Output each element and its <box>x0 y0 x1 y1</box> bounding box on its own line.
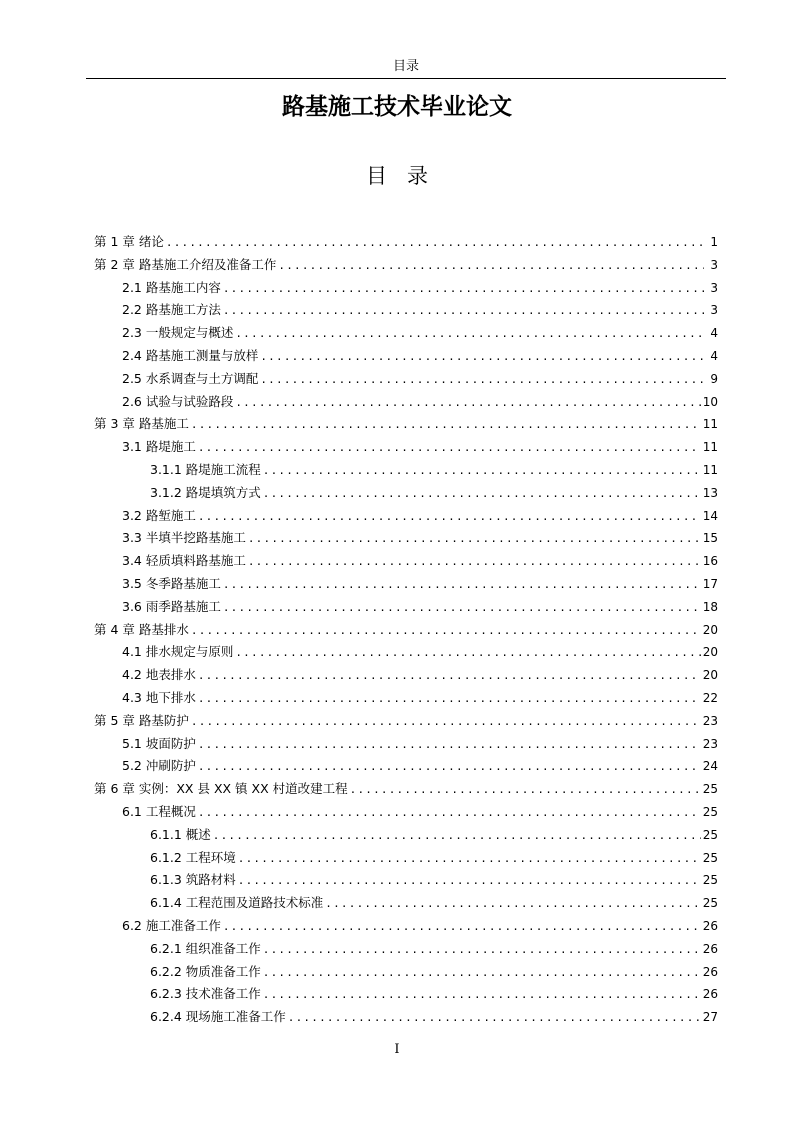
toc-entry-label: 3.5 冬季路基施工 <box>122 575 221 591</box>
toc-entry-page: 25 <box>702 804 718 819</box>
toc-entry-label: 4.3 地下排水 <box>122 689 196 705</box>
toc-entry-label: 6.1.3 筑路材料 <box>150 872 236 888</box>
toc-entry[interactable] <box>94 459 718 482</box>
toc-entry[interactable] <box>94 687 718 710</box>
toc-entry-page: 26 <box>702 964 718 979</box>
toc-entry[interactable] <box>94 482 718 505</box>
toc-entry-label: 2.6 试验与试验路段 <box>122 393 234 409</box>
toc-entry[interactable] <box>94 847 718 870</box>
page-number: I <box>394 1042 400 1057</box>
toc-dot-leader <box>263 984 701 1007</box>
toc-entry-label: 第 2 章 路基施工介绍及准备工作 <box>94 256 277 272</box>
toc-entry[interactable] <box>94 345 718 368</box>
toc-entry[interactable] <box>94 983 718 1006</box>
toc-dot-leader <box>238 870 701 893</box>
toc-dot-leader <box>198 437 701 460</box>
toc-entry-label: 6.1.4 工程范围及道路技术标准 <box>150 895 324 911</box>
toc-entry-label: 2.2 路基施工方法 <box>122 302 221 318</box>
toc-entry[interactable] <box>94 869 718 892</box>
toc-entry-page: 16 <box>702 554 718 569</box>
toc-entry-label: 6.1 工程概况 <box>122 803 196 819</box>
toc-entry-page: 1 <box>710 235 718 249</box>
toc-entry-page: 4 <box>710 326 718 341</box>
toc-dot-leader <box>278 255 704 278</box>
toc-entry-label: 6.1.2 工程环境 <box>150 849 236 865</box>
toc-entry-label: 3.4 轻质填料路基施工 <box>122 553 246 569</box>
toc-entry[interactable] <box>94 550 718 573</box>
toc-entry[interactable] <box>94 938 718 961</box>
toc-entry-label: 2.4 路基施工测量与放样 <box>122 347 259 363</box>
toc-entry[interactable] <box>94 892 718 915</box>
toc-entry-label: 4.1 排水规定与原则 <box>122 644 234 660</box>
toc-entry-label: 6.2.3 技术准备工作 <box>150 986 261 1002</box>
toc-dot-leader <box>213 825 701 848</box>
toc-entry-label: 3.6 雨季路基施工 <box>122 598 221 614</box>
toc-entry[interactable] <box>94 368 718 391</box>
toc-entry-page: 25 <box>702 850 718 865</box>
toc-dot-leader <box>263 460 701 483</box>
toc-entry-label: 6.2.2 物质准备工作 <box>150 963 261 979</box>
toc-dot-leader <box>263 962 701 985</box>
toc-entry-page: 15 <box>702 531 718 546</box>
toc-entry-page: 10 <box>702 394 718 409</box>
toc-entry[interactable] <box>94 664 718 687</box>
toc-dot-leader <box>235 642 700 665</box>
toc-entry[interactable] <box>94 505 718 528</box>
toc-entry-label: 6.2 施工准备工作 <box>122 917 221 933</box>
toc-entry-label: 3.1.1 路堤施工流程 <box>150 461 261 477</box>
toc-dot-leader <box>198 802 701 825</box>
toc-entry-page: 17 <box>702 576 718 591</box>
toc-entry-label: 2.1 路基施工内容 <box>122 279 221 295</box>
toc-entry-page: 22 <box>702 690 718 705</box>
toc-dot-leader <box>248 551 701 574</box>
toc-entry-label: 第 5 章 路基防护 <box>94 712 189 728</box>
toc-dot-leader <box>235 323 704 346</box>
toc-entry[interactable] <box>94 733 718 756</box>
toc-entry-label: 6.2.1 组织准备工作 <box>150 940 261 956</box>
toc-entry-page: 25 <box>702 782 718 797</box>
toc-entry-page: 20 <box>702 668 718 683</box>
toc-entry-label: 4.2 地表排水 <box>122 667 196 683</box>
toc-entry[interactable] <box>94 619 718 642</box>
toc-dot-leader <box>248 528 701 551</box>
toc-entry[interactable] <box>94 778 718 801</box>
toc-entry-page: 3 <box>710 257 718 272</box>
toc-entry[interactable] <box>94 1006 718 1029</box>
toc-dot-leader <box>191 414 701 437</box>
toc-entry-page: 20 <box>702 622 718 637</box>
toc-dot-leader <box>350 779 701 802</box>
toc-dot-leader <box>260 346 704 369</box>
toc-entry-page: 26 <box>702 941 718 956</box>
toc-entry-label: 3.1.2 路堤填筑方式 <box>150 484 261 500</box>
toc-dot-leader <box>198 756 701 779</box>
toc-entry[interactable] <box>94 231 718 254</box>
toc-entry-page: 11 <box>702 440 718 455</box>
toc-entry-label: 6.1.1 概述 <box>150 826 211 842</box>
toc-entry-label: 5.2 冲刷防护 <box>122 758 196 774</box>
toc-dot-leader <box>288 1007 701 1030</box>
toc-dot-leader <box>198 506 701 529</box>
toc-entry-page: 23 <box>702 736 718 751</box>
toc-dot-leader <box>198 734 701 757</box>
toc-dot-leader <box>235 392 700 415</box>
toc-entry-page: 26 <box>702 987 718 1002</box>
toc-entry-page: 3 <box>710 280 718 295</box>
toc-entry-label: 2.3 一般规定与概述 <box>122 325 234 341</box>
toc-entry[interactable] <box>94 641 718 664</box>
toc-entry-page: 11 <box>702 462 718 477</box>
toc-dot-leader <box>198 688 701 711</box>
toc-dot-leader <box>166 232 704 255</box>
running-header: 目录 <box>392 59 419 74</box>
toc-entry-page: 20 <box>702 645 718 660</box>
toc-entry-label: 3.3 半填半挖路基施工 <box>122 530 246 546</box>
document-title: 路基施工技术毕业论文 <box>282 94 512 120</box>
toc-entry[interactable] <box>94 801 718 824</box>
toc-dot-leader <box>223 278 704 301</box>
toc-dot-leader <box>223 300 704 323</box>
toc-entry[interactable] <box>94 299 718 322</box>
toc-entry[interactable] <box>94 436 718 459</box>
toc-entry[interactable] <box>94 755 718 778</box>
toc-dot-leader <box>191 711 701 734</box>
toc-entry-page: 11 <box>702 417 718 432</box>
table-of-contents <box>94 231 718 1029</box>
toc-dot-leader <box>263 483 701 506</box>
toc-dot-leader <box>238 848 701 871</box>
toc-entry-page: 25 <box>702 827 718 842</box>
toc-entry[interactable] <box>94 961 718 984</box>
toc-dot-leader <box>325 893 700 916</box>
toc-entry-label: 5.1 坡面防护 <box>122 735 196 751</box>
toc-entry[interactable] <box>94 824 718 847</box>
toc-dot-leader <box>260 369 704 392</box>
toc-entry-page: 14 <box>702 508 718 523</box>
toc-entry[interactable] <box>94 322 718 345</box>
toc-entry-page: 9 <box>710 371 718 386</box>
toc-entry-page: 26 <box>702 918 718 933</box>
toc-heading: 目录 <box>366 164 448 188</box>
toc-entry[interactable] <box>94 391 718 414</box>
toc-entry[interactable] <box>94 710 718 733</box>
toc-entry[interactable] <box>94 277 718 300</box>
toc-entry-page: 25 <box>702 896 718 911</box>
toc-entry[interactable] <box>94 573 718 596</box>
toc-entry-label: 第 1 章 绪论 <box>94 234 164 249</box>
toc-entry[interactable] <box>94 413 718 436</box>
toc-entry-page: 23 <box>702 713 718 728</box>
toc-dot-leader <box>191 620 701 643</box>
toc-dot-leader <box>223 597 701 620</box>
toc-entry[interactable] <box>94 915 718 938</box>
toc-entry-page: 18 <box>702 599 718 614</box>
toc-dot-leader <box>198 665 701 688</box>
toc-dot-leader <box>223 916 701 939</box>
toc-entry[interactable] <box>94 527 718 550</box>
toc-entry[interactable] <box>94 254 718 277</box>
toc-entry-page: 25 <box>702 873 718 888</box>
header-rule <box>86 78 726 79</box>
toc-entry[interactable] <box>94 596 718 619</box>
toc-dot-leader <box>263 939 701 962</box>
toc-entry-label: 6.2.4 现场施工准备工作 <box>150 1009 286 1025</box>
toc-entry-label: 第 4 章 路基排水 <box>94 621 189 637</box>
toc-entry-label: 第 3 章 路基施工 <box>94 416 189 432</box>
toc-entry-page: 3 <box>710 303 718 318</box>
toc-entry-label: 3.2 路堑施工 <box>122 507 196 523</box>
toc-entry-page: 24 <box>702 759 718 774</box>
toc-entry-label: 第 6 章 实例：XX 县 XX 镇 XX 村道改建工程 <box>94 781 348 797</box>
toc-entry-page: 4 <box>710 348 718 363</box>
toc-entry-page: 13 <box>702 485 718 500</box>
toc-entry-label: 3.1 路堤施工 <box>122 439 196 455</box>
toc-entry-page: 27 <box>702 1010 718 1025</box>
toc-dot-leader <box>223 574 701 597</box>
toc-entry-label: 2.5 水系调查与土方调配 <box>122 370 259 386</box>
